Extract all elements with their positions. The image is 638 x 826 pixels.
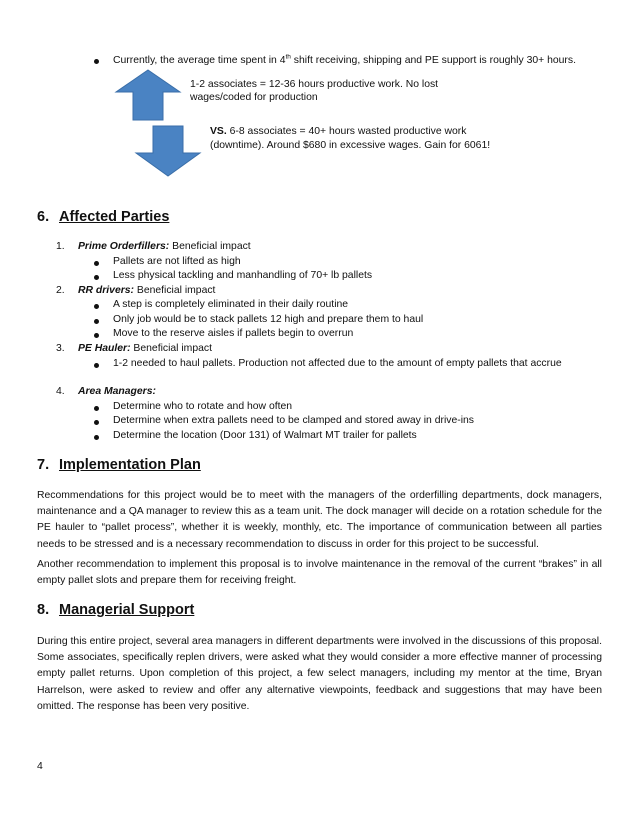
party-2-bullet-3: Move to the reserve aisles if pallets begin to overrun	[113, 328, 354, 339]
party-2-bullet-1: A step is completely eliminated in their daily routine	[113, 299, 349, 310]
section-8-title: Managerial Support	[59, 602, 195, 618]
party-1-bullet-2: Less physical tackling and manhandling of 70+ lb pallets	[113, 270, 373, 281]
section-7-paragraph-2: Another recommendation to implement this proposal is to involve maintenance in the removal of the current “brakes” in all empty pallet slots and prepare them for receiving freight.	[37, 559, 602, 587]
bullet-icon	[94, 304, 99, 309]
party-4-bullet-2: Determine when extra pallets need to be clamped and stored away in drive-ins	[113, 415, 474, 426]
down-arrow-icon	[136, 126, 200, 178]
down-arrow-text-1	[210, 125, 466, 139]
section-6-number: 6.	[37, 209, 50, 225]
party-1-bullet-1: Pallets are not lifted as high	[113, 256, 241, 267]
party-3-name: PE Hauler:	[78, 343, 131, 354]
bullet-icon	[94, 333, 99, 338]
down-arrow-shape	[136, 126, 200, 176]
party-4-name: Area Managers:	[78, 386, 156, 397]
party-1-name: Prime Orderfillers:	[78, 241, 170, 252]
intro-bullet-text	[113, 54, 576, 68]
party-3-number: 3.	[56, 343, 65, 354]
party-3-bullet-1: 1-2 needed to haul pallets. Production not affected due to the amount of empty pallets that accrue	[113, 358, 562, 369]
party-3-header	[78, 342, 212, 356]
bullet-icon	[94, 319, 99, 324]
party-2-impact: Beneficial impact	[134, 285, 216, 296]
vs-label: VS.	[210, 126, 227, 137]
section-8-heading	[37, 602, 194, 618]
section-7-number: 7.	[37, 457, 50, 473]
section-7-paragraph-1: Recommendations for this project would be to meet with the managers of the orderfilling departments, dock managers, maintenance and a QA manager to review this as a team unit. The dock manager will decide on a rotation schedule for the PE hauler to “pallet process”, whether it is weekly, monthly, etc. The importance of communication between all parties needs to be stressed and is a necessary recommendation to discuss in order for this project to be successful.	[37, 490, 602, 550]
party-1-header	[78, 240, 251, 254]
party-4-bullet-3: Determine the location (Door 131) of Walmart MT trailer for pallets	[113, 430, 417, 441]
party-2-header	[78, 284, 215, 298]
bullet-icon	[94, 435, 99, 440]
party-4-bullet-1: Determine who to rotate and how often	[113, 401, 293, 412]
section-8-number: 8.	[37, 602, 50, 618]
up-arrow-shape	[116, 70, 180, 120]
section-8-paragraph: During this entire project, several area managers in different departments were involved in the discussions of this proposal. Some associates, specifically replen drivers, were asked what they would consider a more effective manner of processing empty pallet returns. Upon completion of this project, a few select managers, including my mentor at the time, Bryan Harrelson, were asked to review and offer any alternative viewpoints, feedback and suggestions that may have been omitted. The response has been very positive.	[37, 636, 602, 712]
intro-text-sup: th	[285, 53, 291, 61]
party-2-bullet-2: Only job would be to stack pallets 12 high and prepare them to haul	[113, 314, 424, 325]
bullet-icon	[94, 59, 99, 64]
page-number: 4	[37, 761, 43, 772]
intro-text-b: shift receiving, shipping and PE support is roughly 30+ hours.	[290, 55, 576, 66]
bullet-icon	[94, 363, 99, 368]
up-arrow-icon	[116, 70, 180, 122]
intro-text-a: Currently, the average time spent in 4	[113, 55, 286, 66]
bullet-icon	[94, 261, 99, 266]
bullet-icon	[94, 275, 99, 280]
up-arrow-text-2: wages/coded for production	[190, 92, 318, 103]
party-3-impact: Beneficial impact	[130, 343, 212, 354]
party-4-number: 4.	[56, 386, 65, 397]
up-arrow-text-1: 1-2 associates = 12-36 hours productive work. No lost	[190, 79, 439, 90]
down-arrow-line1: 6-8 associates = 40+ hours wasted productive work	[226, 126, 467, 137]
party-1-number: 1.	[56, 241, 65, 252]
bullet-icon	[94, 420, 99, 425]
bullet-icon	[94, 406, 99, 411]
section-6-heading	[37, 209, 169, 225]
party-2-name: RR drivers:	[78, 285, 135, 296]
section-6-title: Affected Parties	[59, 209, 170, 225]
party-4-header	[78, 385, 156, 399]
down-arrow-text-2: (downtime). Around $680 in excessive wages. Gain for 6061!	[210, 140, 491, 151]
section-7-title: Implementation Plan	[59, 457, 201, 473]
party-1-impact: Beneficial impact	[169, 241, 251, 252]
section-7-heading	[37, 457, 201, 473]
party-2-number: 2.	[56, 285, 65, 296]
